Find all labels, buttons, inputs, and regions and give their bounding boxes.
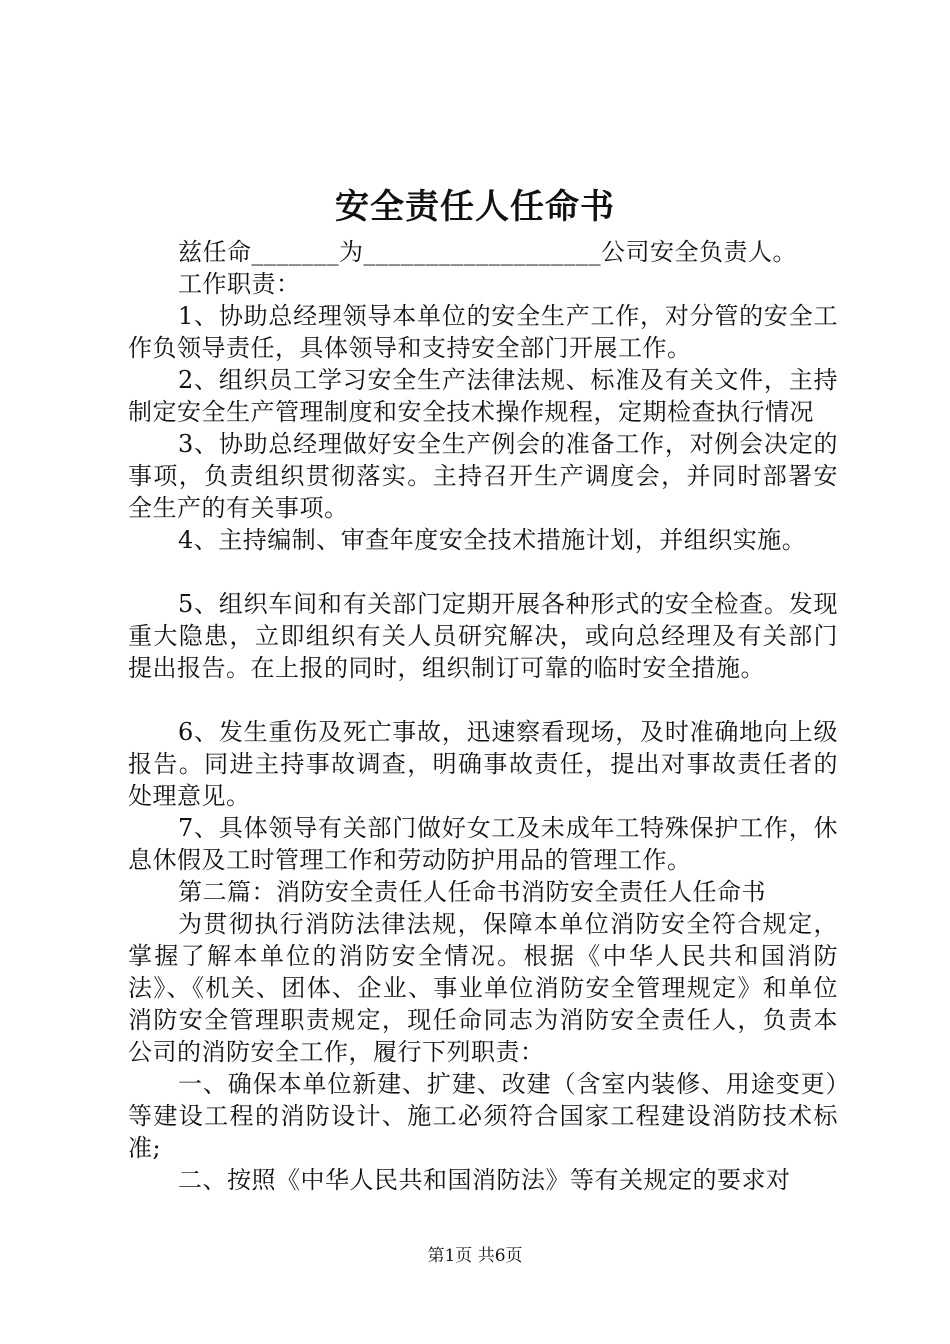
duty-item-1: 1、协助总经理领导本单位的安全生产工作，对分管的安全工作负领导责任，具体领导和支持安全部门开展工作。 <box>128 302 838 362</box>
fire-duty-item-2: 二、按照《中华人民共和国消防法》等有关规定的要求对 <box>178 1166 791 1194</box>
fire-duty-item-1: 一、确保本单位新建、扩建、改建（含室内装修、用途变更）等建设工程的消防设计、施工必须符合国家工程建设消防技术标准; <box>128 1070 838 1162</box>
page-number-footer: 第1页 共6页 <box>427 1246 523 1266</box>
duty-item-4: 4、主持编制、审查年度安全技术措施计划，并组织实施。 <box>178 526 807 554</box>
duty-item-6: 6、发生重伤及死亡事故，迅速察看现场，及时准确地向上级报告。同进主持事故调查，明确事故责任，提出对事故责任者的处理意见。 <box>128 718 838 810</box>
duty-item-2: 2、组织员工学习安全生产法律法规、标准及有关文件，主持制定安全生产管理制度和安全技术操作规程，定期检查执行情况 <box>128 366 838 426</box>
document-title: 安全责任人任命书 <box>335 187 615 227</box>
duty-item-3: 3、协助总经理做好安全生产例会的准备工作，对例会决定的事项，负责组织贯彻落实。主持召开生产调度会，并同时部署安全生产的有关事项。 <box>128 430 838 522</box>
appointment-line: 兹任命_______为___________________公司安全负责人。 <box>178 238 797 266</box>
fire-safety-intro: 为贯彻执行消防法律法规，保障本单位消防安全符合规定，掌握了解本单位的消防安全情况。根据《中华人民共和国消防法》、《机关、团体、企业、事业单位消防安全管理规定》和单位消防安全管理职责规定，现任命同志为消防安全责任人，负责本公司的消防安全工作，履行下列职责： <box>128 910 838 1066</box>
duty-item-7: 7、具体领导有关部门做好女工及未成年工特殊保护工作，休息休假及工时管理工作和劳动防护用品的管理工作。 <box>128 814 838 874</box>
document-body <box>128 236 838 1196</box>
section-heading-2: 第二篇：消防安全责任人任命书消防安全责任人任命书 <box>178 878 766 906</box>
duty-item-5: 5、组织车间和有关部门定期开展各种形式的安全检查。发现重大隐患，立即组织有关人员研究解决，或向总经理及有关部门提出报告。在上报的同时，组织制订可靠的临时安全措施。 <box>128 590 838 682</box>
duties-heading: 工作职责： <box>178 270 301 298</box>
